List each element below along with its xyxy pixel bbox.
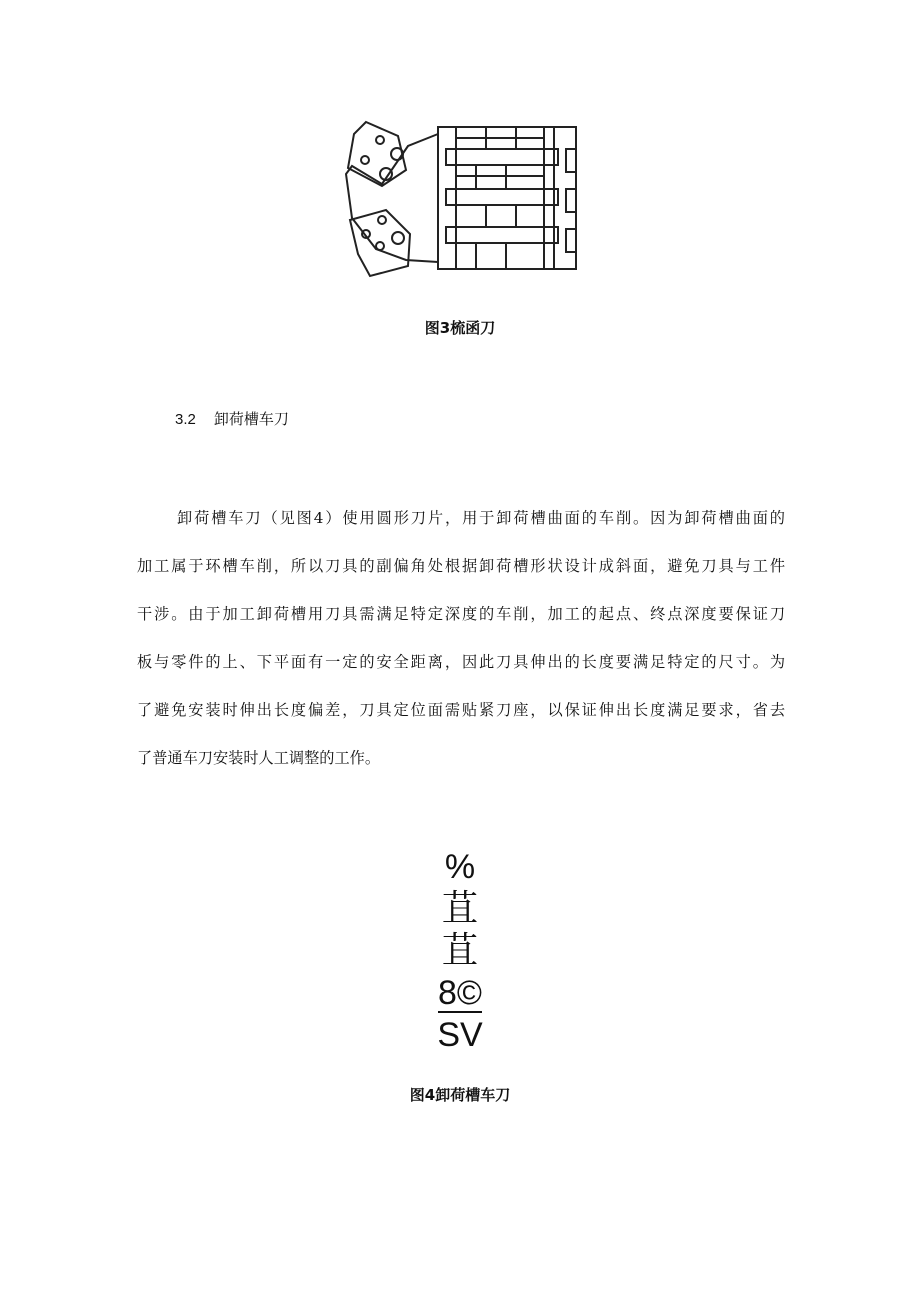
figure-4-caption: 图4卸荷槽车刀 — [409, 1086, 511, 1104]
figure-4-glyph: 苴 — [441, 930, 478, 971]
paragraph-line: 加工属于环槽车削，所以刀具的副偏角处根据卸荷槽形状设计成斜面，避免刀具与工件 — [137, 557, 785, 575]
paragraph-line: 板与零件的上、下平面有一定的安全距离，因此刀具伸出的长度要满足特定的尺寸。为 — [137, 653, 785, 671]
figure-4-garbled-image — [400, 846, 520, 1056]
section-title: 卸荷槽车刀 — [213, 410, 289, 428]
figure-4-glyph: % — [444, 848, 476, 886]
figure-3-caption: 图3梳函刀 — [424, 319, 496, 337]
paragraph-line: 干涉。由于加工卸荷槽用刀具需满足特定深度的车削，加工的起点、终点深度要保证刀 — [137, 605, 785, 623]
paragraph-line: 了普通车刀安装时人工调整的工作。 — [137, 749, 380, 767]
figure-4-glyph: 8© — [438, 974, 482, 1012]
section-heading — [175, 408, 289, 429]
comb-cutter-drawing — [336, 114, 580, 280]
figure-4-glyph: SV — [437, 1016, 483, 1054]
paragraph-line: 了避免安装时伸出长度偏差，刀具定位面需贴紧刀座，以保证伸出长度满足要求，省去 — [137, 701, 785, 719]
section-number: 3.2 — [175, 411, 196, 428]
paragraph-line: 卸荷槽车刀（见图4）使用圆形刀片，用于卸荷槽曲面的车削。因为卸荷槽曲面的 — [177, 509, 785, 527]
figure-4-glyph: 苴 — [441, 888, 478, 929]
body-paragraph — [137, 494, 785, 782]
